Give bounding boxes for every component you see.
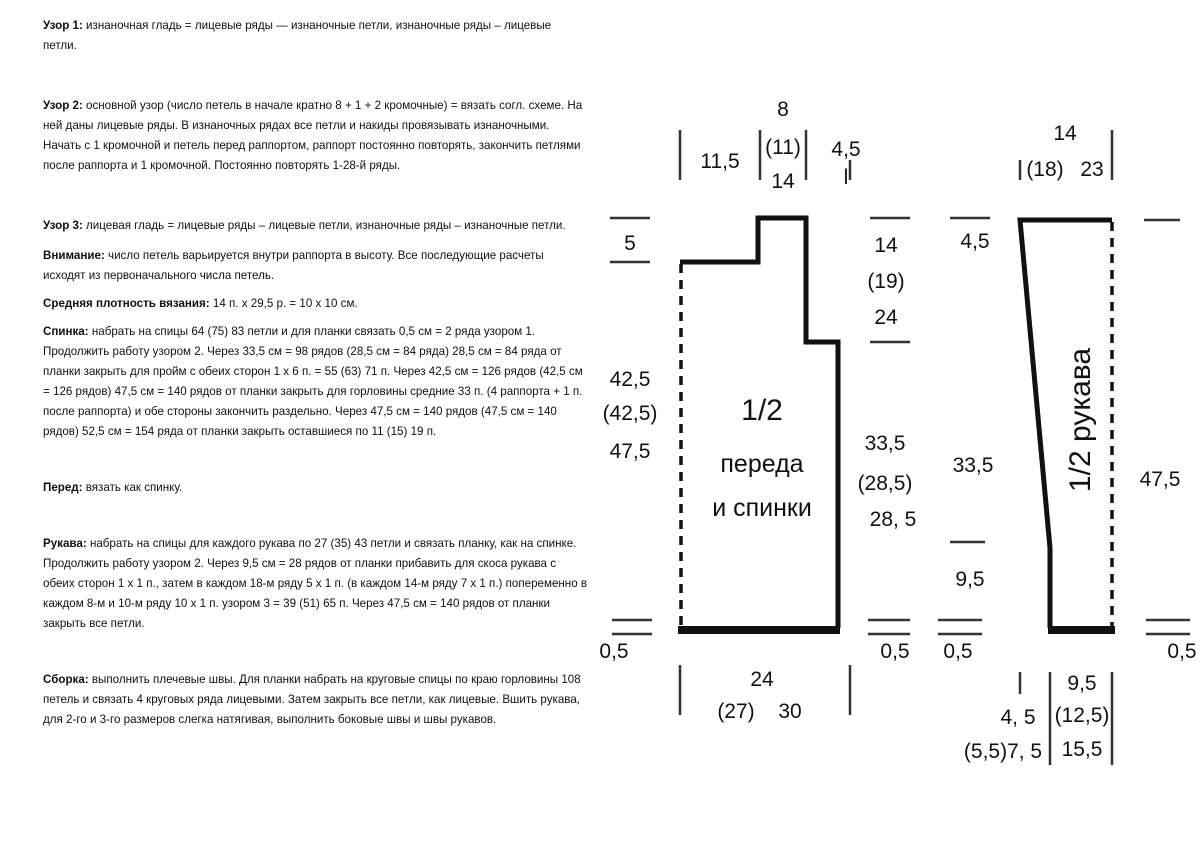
body-total-height-1: 42,5 [609,368,651,391]
body-armhole-height-1: 14 [874,234,898,257]
body-bottom-width-1: 24 [750,668,774,691]
pattern-2-text: основной узор (число петель в начале кратно 8 + 1 + 2 кромочные) = вязать согл. схеме. На ней даны лицевые ряды. В изнаночных рядах все петли и накиды провязывать изнаночными. Начать с 1 кромочной и петель перед раппортом, раппорт постоянно повторять, закончить петлями после раппорта и 1 кромочной. Постоянно повторять 1-28-й ряды. [43,99,583,172]
sleeves-text: набрать на спицы для каждого рукава по 27 (35) 43 петли и связать планку, как на спинке. Продолжить работу узором 2. Через 9,5 см = 28 рядов от планки прибавить для скоса рукава с обеих сторон 1 х 1 п., затем в каждом 18-м ряду 5 х 1 п. (в каждом 14-м ряду 7 х 1 п.) попеременно в каждом 8-м и 10-м ряду 10 х 1 п. узором 3 = 39 (51) 65 п. Через 47,5 см = 140 рядов от планки закрыть все петли. [43,537,588,630]
body-hem-left: 0,5 [599,640,629,663]
body-right-width-a: 4,5 [831,138,861,161]
pattern-2-heading: Узор 2: [43,99,83,112]
pattern-1-heading: Узор 1: [43,19,83,32]
sleeve-top-width-2: (18) [1026,158,1064,181]
gauge-heading: Средняя плотность вязания: [43,297,210,310]
body-side-height-3: 28, 5 [869,508,917,531]
sleeve-bottom-width-2: (12,5) [1054,704,1110,727]
body-neck-width: 8 [777,98,789,121]
sleeve-hem-left: 0,5 [943,640,973,663]
body-armhole-height-3: 24 [874,306,898,329]
sleeve-top-left-offset: 4,5 [960,230,990,253]
front-heading: Перед: [43,481,83,494]
body-right-width-b: l [843,166,849,189]
front-text: вязать как спинку. [82,481,183,494]
sleeve-bottom-offset-2: (5,5)7, 5 [963,740,1043,763]
pattern-1-text: изнаночная гладь = лицевые ряды — изнаночные петли, изнаночные ряды – лицевые петли. [43,19,552,52]
body-side-height-2: (28,5) [857,472,913,495]
body-armhole-height-2: (19) [867,270,905,293]
sleeve-hem-right: 0,5 [1167,640,1197,663]
pattern-3-text: лицевая гладь = лицевые ряды – лицевые петли, изнаночные ряды – изнаночные петли. [82,219,566,232]
sleeve-lower-height: 9,5 [955,568,985,591]
body-bottom-width-2: (27) [717,700,755,723]
back-heading: Спинка: [43,325,89,338]
assembly-heading: Сборка: [43,673,89,686]
body-total-height-3: 47,5 [609,440,651,463]
attention-text: число петель варьируется внутри раппорта в высоту. Все последующие расчеты исходят из первоначального числа петель. [43,249,544,282]
body-total-height-2: (42,5) [602,402,658,425]
body-label-line3: и спинки [712,494,812,522]
back-text: набрать на спицы 64 (75) 83 петли и для планки связать 0,5 см = 2 ряда узором 1. Продолжить работу узором 2. Через 33,5 см = 98 рядов (28,5 см = 84 ряда) 28,5 см = 84 ряда от планки закрыть для пройм с обеих сторон 1 х 6 п. = 55 (63) 71 п. Через 42,5 см = 126 рядов (42,5 см = 126 рядов) 47,5 см = 140 рядов от планки закрыть для горловины средние 33 п. (4 раппорта + 1 п. после раппорта) и обе стороны закончить раздельно. Через 47,5 см = 140 рядов (47,5 см = 140 рядов) 52,5 см = 154 ряда от планки закрыть оставшиеся по 11 (15) 19 п. [43,325,583,438]
sleeve-bottom-width-1: 9,5 [1067,672,1097,695]
assembly-text: выполнить плечевые швы. Для планки набрать на круговые спицы по краю горловины 108 петель и связать 4 круговых ряда лицевыми. Затем закрыть все петли, как лицевые. Вшить рукава, для 2-го и 3-го размеров слегка натягивая, выполнить боковые швы и швы рукавов. [43,673,581,726]
attention-heading: Внимание: [43,249,105,262]
sleeve-top-width-1: 14 [1053,122,1077,145]
sleeve-bottom-offset-1: 4, 5 [1000,706,1036,729]
body-shoulder-width: 11,5 [700,150,740,173]
body-bottom-width-3: 30 [778,700,802,723]
gauge-text: 14 п. х 29,5 р. = 10 х 10 см. [209,297,358,310]
body-neck-width-mid: (11) [765,136,801,159]
body-neck-height: 5 [624,232,636,255]
sleeve-total-height: 47,5 [1139,468,1181,491]
sleeves-heading: Рукава: [43,537,87,550]
pattern-3-heading: Узор 3: [43,219,83,232]
sleeve-upper-height: 33,5 [952,454,994,477]
body-hem-right: 0,5 [880,640,910,663]
body-label-line2: переда [720,450,804,478]
sleeve-label: 1/2 рукава [1064,347,1097,493]
body-neck-width-last: 14 [771,170,795,193]
body-side-height-1: 33,5 [864,432,906,455]
sleeve-top-width-3: 23 [1080,158,1104,181]
sleeve-bottom-width-3: 15,5 [1061,738,1103,761]
body-label-line1: 1/2 [741,394,783,427]
